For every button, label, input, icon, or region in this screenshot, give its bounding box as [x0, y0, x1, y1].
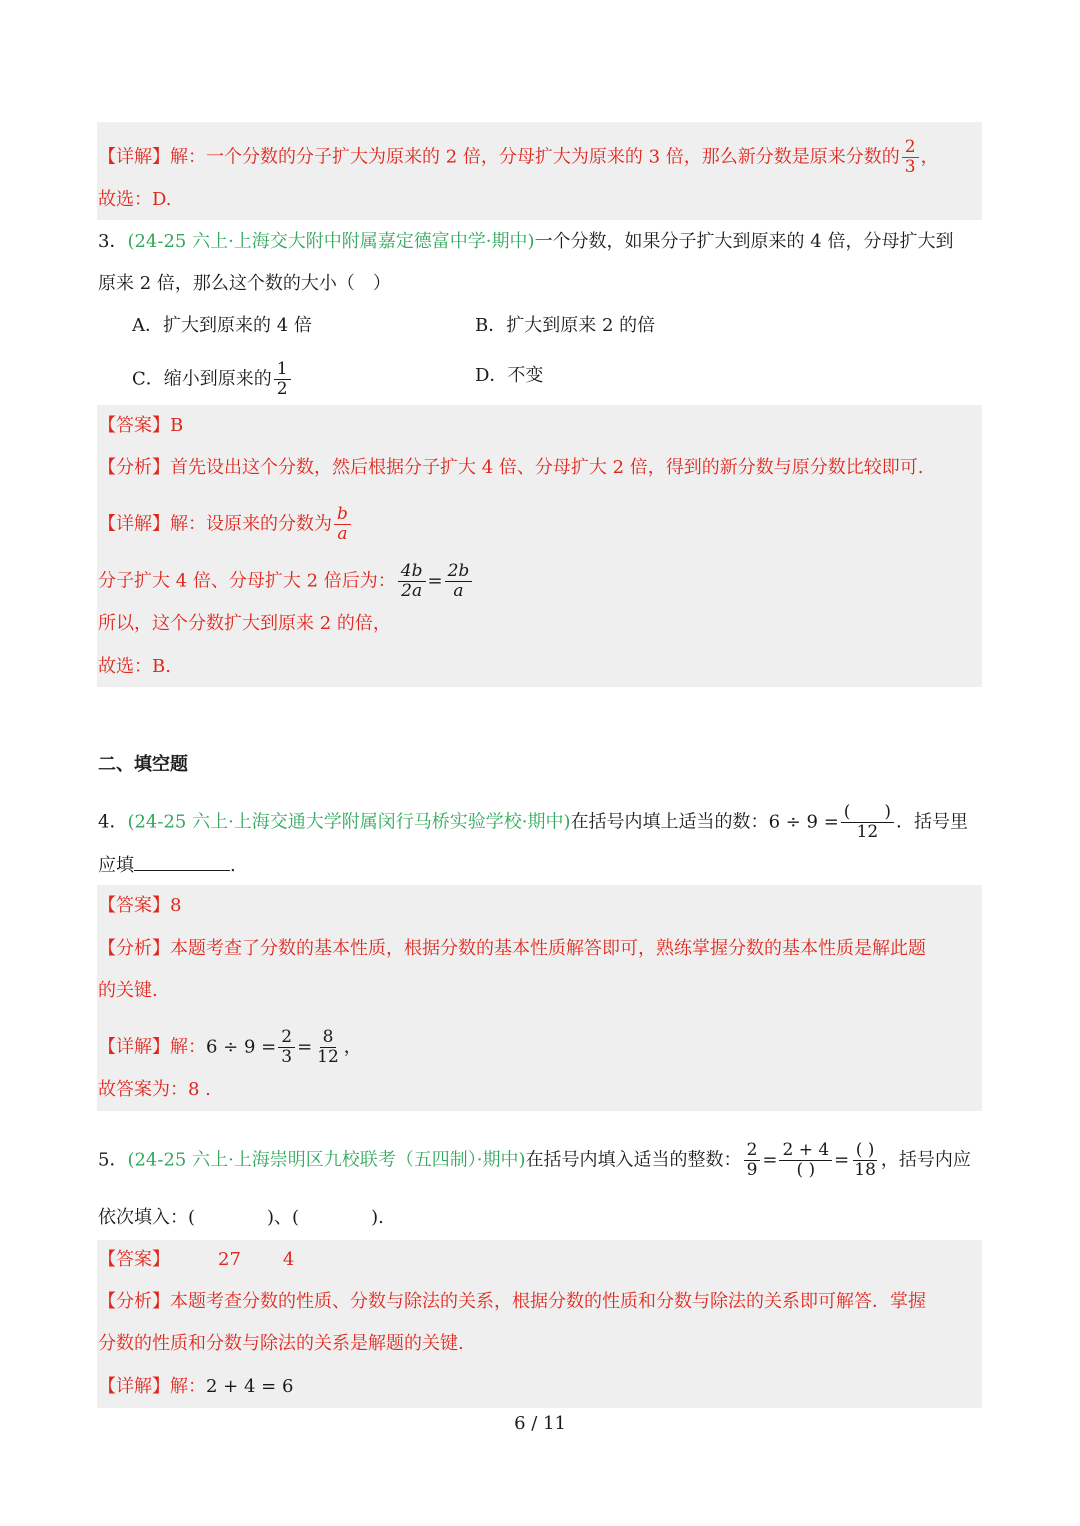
solution-box-q4	[97, 885, 982, 1111]
q2-detail-line: 【详解】解：一个分数的分子扩大为原来的 2 倍，分母扩大为原来的 3 倍，那么新分数是原来分数的 $\frac{2}{3}$ ，	[98, 137, 939, 177]
q5-detail: 【详解】解：2 + 4 = 6	[98, 1376, 294, 1397]
q4-detail: 【详解】解：6 ÷ 9 = $\frac{2}{3}$ = $\frac{8}{12}$ ，	[98, 1027, 362, 1067]
q4-answer-blank[interactable]	[134, 852, 230, 871]
q3-option-d: D．不变	[475, 365, 544, 386]
detail-label: 【详解】	[98, 146, 170, 168]
fraction-blank-18: $\frac{( )}{18}$	[854, 1140, 876, 1180]
q4-number: 4．	[98, 811, 128, 833]
q3-choice: 故选：B.	[98, 656, 171, 677]
q4-analysis-line2: 的关键.	[98, 980, 158, 1001]
q5-answer: 【答案】 27 4	[98, 1249, 295, 1270]
fraction-8-12: $\frac{8}{12}$	[317, 1027, 339, 1067]
q3-option-a: A．扩大到原来的 4 倍	[132, 315, 312, 336]
page-number: 6 / 11	[514, 1413, 566, 1434]
q3-number: 3．	[98, 231, 128, 252]
q3-analysis: 【分析】首先设出这个分数，然后根据分子扩大 4 倍、分母扩大 2 倍，得到的新分数与原分数比较即可.	[98, 457, 924, 478]
q5-analysis-line1: 【分析】本题考查分数的性质、分数与除法的关系，根据分数的性质和分数与除法的关系即可解答．掌握	[98, 1291, 926, 1312]
fraction-one-half: $\frac{1}{2}$	[274, 360, 291, 399]
q4-stem-line1: 4．(24-25 六上·上海交通大学附属闵行马桥实验学校·期中)在括号内填上适当的数：6 ÷ 9 = $\frac{( )}{12}$ ．括号里	[98, 802, 969, 842]
fraction-2-3: $\frac{2}{3}$	[278, 1028, 295, 1067]
section-title: 二、填空题	[98, 754, 188, 775]
q4-analysis-line1: 【分析】本题考查了分数的基本性质，根据分数的基本性质解答即可，熟练掌握分数的基本性质是解此题	[98, 938, 926, 959]
q2-choice: 故选：D.	[98, 189, 172, 210]
q5-stem-line2: 依次填入：( )、( ).	[98, 1207, 384, 1228]
q5-source: (24-25 六上·上海崇明区九校联考（五四制）·期中)	[127, 1149, 526, 1171]
q3-detail: 【详解】解：设原来的分数为 $\frac{b}{a}$	[98, 505, 353, 544]
fraction-blank-12: $\frac{( )}{12}$	[841, 803, 894, 842]
q3-answer: 【答案】B	[98, 415, 184, 436]
q3-text1: 一个分数，如果分子扩大到原来的 4 倍，分母扩大到	[534, 231, 954, 252]
q4-answer: 【答案】8	[98, 895, 182, 916]
q3-stem-line2: 原来 2 倍，那么这个数的大小（ ）	[98, 273, 391, 294]
q3-option-c: C．缩小到原来的 $\frac{1}{2}$	[132, 360, 293, 399]
q3-step2: 所以，这个分数扩大到原来 2 的倍，	[98, 613, 391, 634]
q3-source: (24-25 六上·上海交大附中附属嘉定德富中学·期中)	[127, 231, 535, 252]
q4-final: 故答案为：8 .	[98, 1079, 211, 1100]
q3-stem-line1	[98, 230, 953, 254]
fraction-b-over-a: $\frac{b}{a}$	[334, 505, 351, 544]
solution-box-q3	[97, 405, 982, 687]
fraction-2-9: $\frac{2}{9}$	[744, 1141, 761, 1180]
fraction-2b-a: $\frac{2b}{a}$	[445, 562, 473, 601]
q4-stem-line2: 应填 .	[98, 852, 236, 878]
q5-stem-line1: 5．(24-25 六上·上海崇明区九校联考（五四制）·期中)在括号内填入适当的整数： $\frac{2}{9}$ = $\frac{2 + 4}{( )}$ = $\frac{( )}{18}$ ，括号内应	[98, 1140, 971, 1180]
q3-option-b: B．扩大到原来 2 的倍	[475, 315, 656, 336]
q5-number: 5．	[98, 1149, 128, 1171]
q3-step1: 分子扩大 4 倍、分母扩大 2 倍后为： $\frac{4b}{2a}$ = $\frac{2b}{a}$	[98, 562, 474, 601]
q4-source: (24-25 六上·上海交通大学附属闵行马桥实验学校·期中)	[127, 811, 571, 833]
detail-text: 解：一个分数的分子扩大为原来的 2 倍，分母扩大为原来的 3 倍，那么新分数是原来分数的	[170, 146, 900, 168]
q5-analysis-line2: 分数的性质和分数与除法的关系是解题的关键.	[98, 1333, 464, 1354]
fraction-6-blank: $\frac{2 + 4}{( )}$	[779, 1141, 832, 1180]
fraction-4b-2a: $\frac{4b}{2a}$	[398, 562, 426, 601]
fraction-two-thirds: $\frac{2}{3}$	[902, 138, 919, 177]
